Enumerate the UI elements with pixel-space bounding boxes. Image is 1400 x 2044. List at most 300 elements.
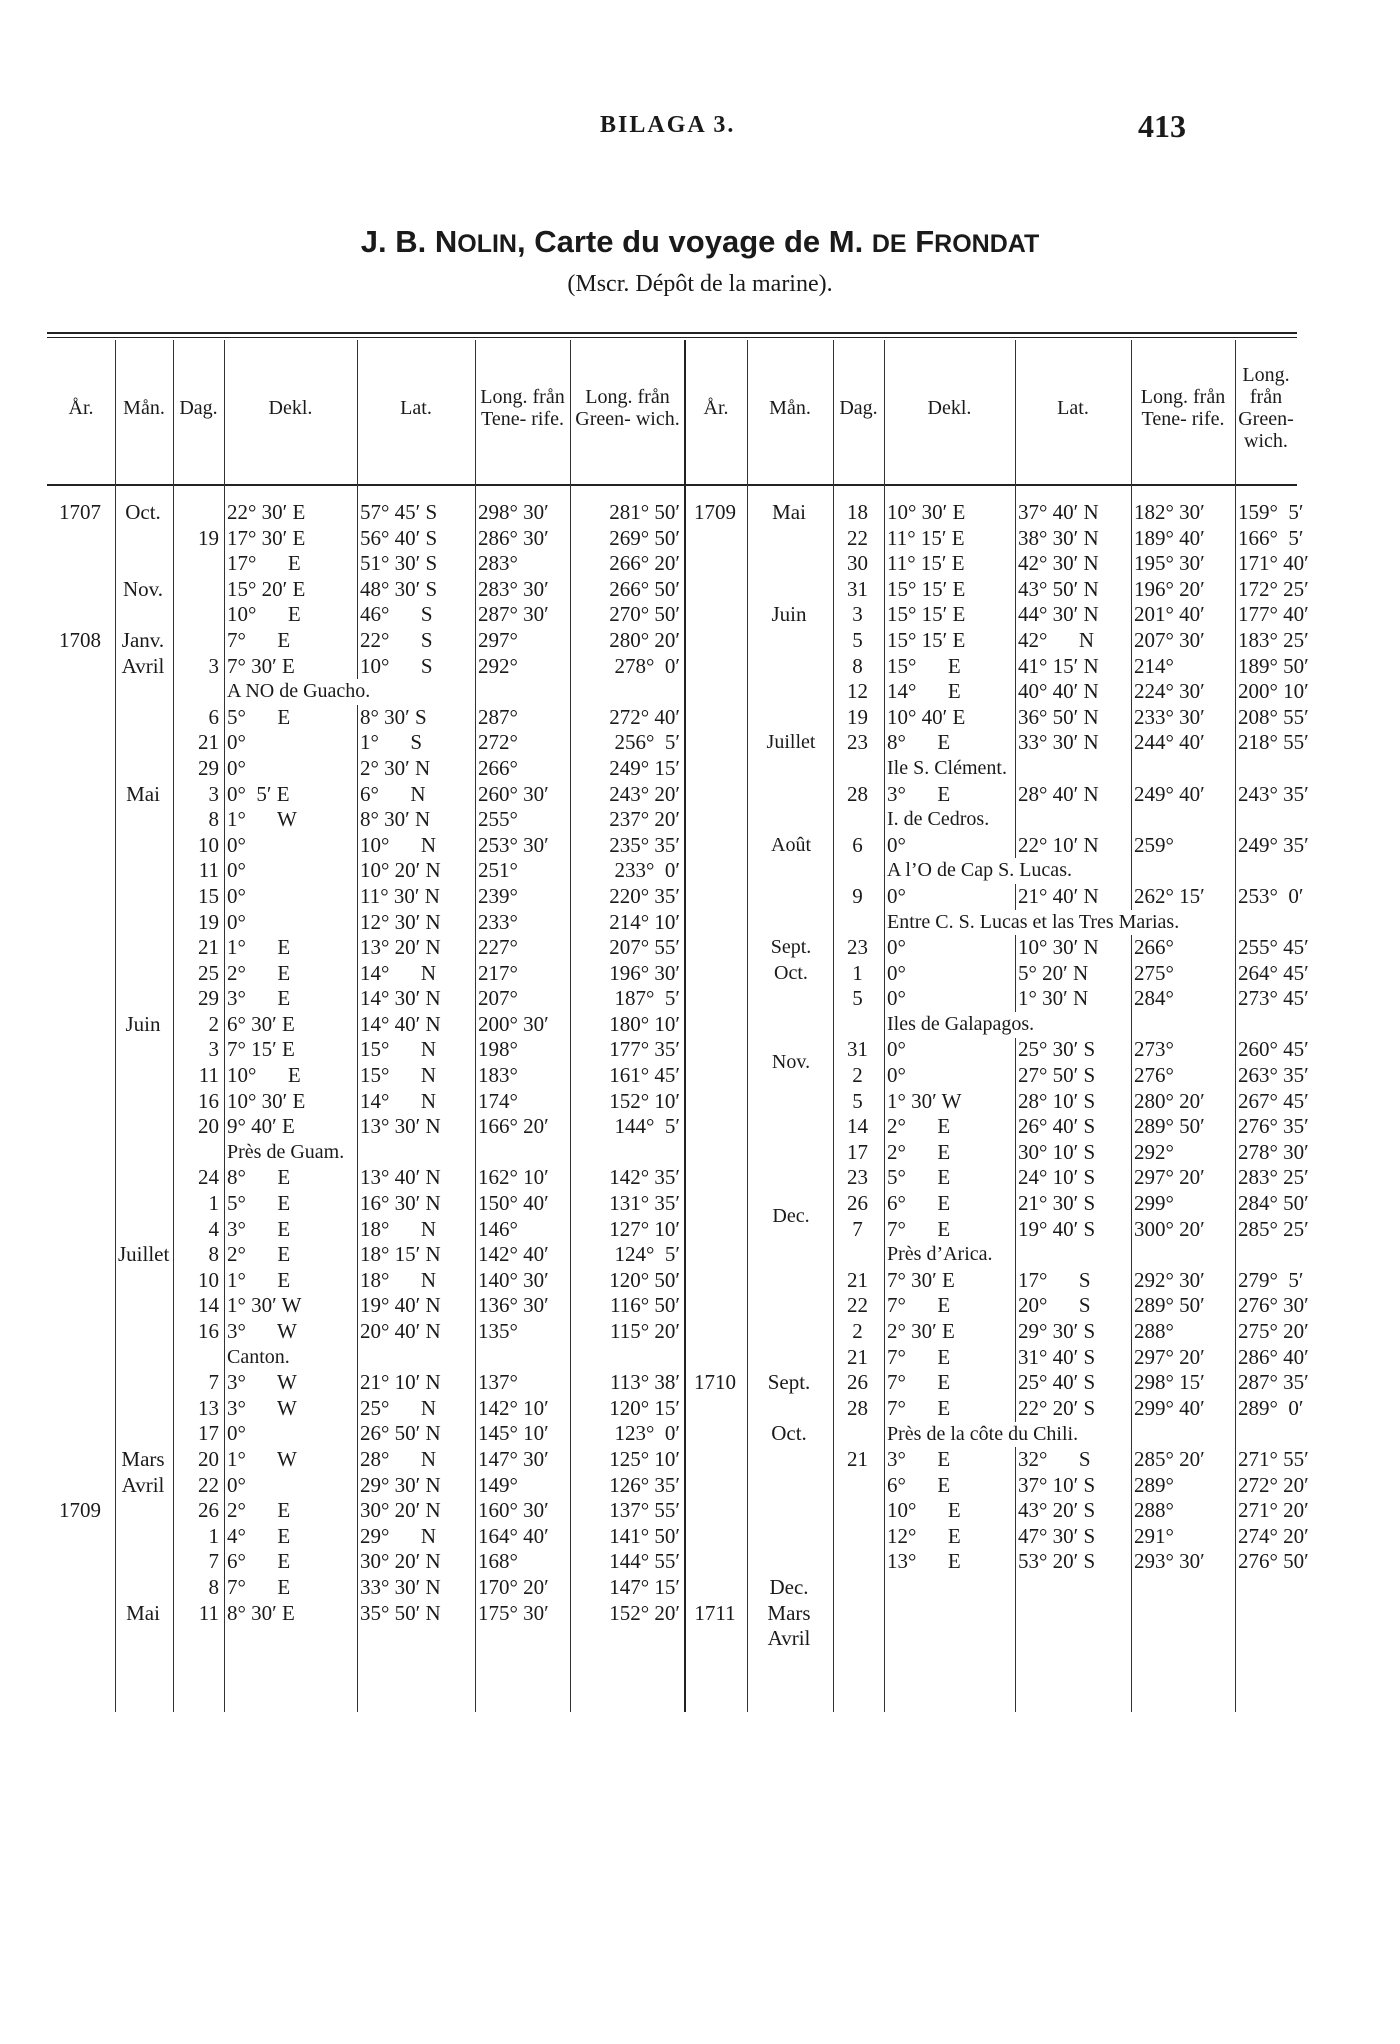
right-month-label: Dec. <box>772 1205 810 1227</box>
left-lat-cell: 18° 15′ N <box>360 1242 441 1267</box>
left-man-cell <box>118 833 168 859</box>
right-dag-cell: 12 <box>847 679 868 704</box>
left-year-cell <box>50 833 110 859</box>
right-man-cell <box>750 910 828 936</box>
left-dag-cell: 11 <box>198 1063 219 1088</box>
left-gw-cell: 161° 45′ <box>609 1063 680 1088</box>
left-place-note: A NO de Guacho. <box>227 679 374 705</box>
left-lat-cell: 28° N <box>360 1446 437 1471</box>
right-dag-cell: 28 <box>847 1395 868 1420</box>
right-lat-cell <box>1018 756 1126 782</box>
left-dekl-cell: 1° W <box>227 807 297 832</box>
left-gw-cell: 266° 20′ <box>609 551 680 576</box>
left-lat-cell: 48° 30′ S <box>360 576 438 601</box>
left-dag-cell <box>176 628 219 654</box>
left-dag-cell: 20 <box>198 1114 219 1139</box>
left-gw-cell: 116° 50′ <box>610 1293 680 1318</box>
right-dekl-cell: 0° <box>887 883 906 908</box>
right-man-cell <box>750 858 828 884</box>
right-place-note: Près d’Arica. <box>887 1242 997 1268</box>
left-column-gw <box>573 500 680 1626</box>
left-dekl-cell: 6° 30′ E <box>227 1011 295 1036</box>
right-man-cell: Juin <box>771 602 807 627</box>
right-ten-cell: 259° <box>1134 832 1174 857</box>
right-lat-cell <box>1018 1242 1126 1268</box>
right-dekl-cell: 0° <box>887 832 906 857</box>
right-dag-cell: 21 <box>847 1267 868 1292</box>
left-man-cell <box>118 1037 168 1063</box>
left-man-cell <box>118 551 168 577</box>
left-man-cell <box>118 1165 168 1191</box>
left-gw-cell: 144° 5′ <box>614 1114 680 1139</box>
left-dag-cell: 7 <box>208 1549 219 1574</box>
left-ten-cell <box>478 679 565 705</box>
left-dekl-cell: 22° 30′ E <box>227 500 306 524</box>
left-year-cell <box>50 526 110 552</box>
right-dekl-cell: 15° 15′ E <box>887 602 966 627</box>
left-gw-cell: 278° 0′ <box>614 653 680 678</box>
left-year-cell <box>50 986 110 1012</box>
left-column-dag <box>176 500 219 1626</box>
right-man-cell: Mars <box>767 1600 811 1625</box>
right-gw-cell: 243° 35′ <box>1238 781 1309 806</box>
left-gw-cell: 272° 40′ <box>609 704 680 729</box>
left-man-cell: Mai <box>126 1600 160 1625</box>
left-lat-cell: 8° 30′ S <box>360 704 427 729</box>
left-year-cell <box>50 1652 110 1678</box>
left-year-cell <box>50 1268 110 1294</box>
running-head-title: BILAGA 3. <box>600 112 736 138</box>
left-dekl-cell: 0° <box>227 909 246 934</box>
left-year-cell <box>50 679 110 705</box>
right-lat-cell <box>1018 807 1126 833</box>
left-ten-cell: 136° 30′ <box>478 1293 549 1318</box>
left-year-cell <box>50 551 110 577</box>
left-year-cell <box>50 602 110 628</box>
left-dekl-cell: 6° E <box>227 1549 291 1574</box>
right-ten-cell: 266° <box>1134 935 1174 960</box>
right-dekl-cell: 0° <box>887 1063 906 1088</box>
left-year-cell <box>50 1396 110 1422</box>
right-gw-cell: 271° 20′ <box>1238 1498 1309 1523</box>
left-year-cell <box>50 1703 110 1729</box>
left-dag-cell <box>176 1345 219 1371</box>
left-man-cell <box>118 858 168 884</box>
left-year-cell <box>50 1473 110 1499</box>
left-dag-cell: 3 <box>208 1037 219 1062</box>
left-lat-cell: 12° 30′ N <box>360 909 441 934</box>
left-year-cell <box>50 1037 110 1063</box>
right-man-cell <box>750 1447 828 1473</box>
right-gw-cell: 275° 20′ <box>1238 1319 1309 1343</box>
left-ten-cell: 253° 30′ <box>478 832 549 857</box>
left-man-cell <box>118 526 168 552</box>
right-year-cell: 1711 <box>694 1600 736 1625</box>
left-ten-cell: 217° <box>478 960 518 985</box>
left-man-cell: Mars <box>121 1446 165 1471</box>
right-lat-cell: 19° 40′ S <box>1018 1216 1096 1241</box>
left-dag-cell: 25 <box>198 960 219 985</box>
left-lat-cell: 6° N <box>360 781 426 806</box>
left-gw-cell: 127° 10′ <box>609 1216 680 1241</box>
left-ten-cell: 255° <box>478 807 518 832</box>
right-lat-cell: 37° 40′ N <box>1018 500 1099 524</box>
left-col-divider <box>475 340 476 1712</box>
left-col-divider <box>570 340 571 1712</box>
left-lat-cell: 11° 30′ N <box>360 883 440 908</box>
right-year-cell <box>688 1191 742 1217</box>
right-gw-cell: 284° 50′ <box>1238 1191 1309 1216</box>
left-gw-cell: 281° 50′ <box>609 500 680 524</box>
left-ten-cell: 233° <box>478 909 518 934</box>
left-ten-cell: 251° <box>478 858 518 883</box>
left-ten-cell: 160° 30′ <box>478 1498 549 1523</box>
left-gw-cell: 220° 35′ <box>609 883 680 908</box>
left-header-man: Mån. <box>123 397 165 419</box>
right-lat-cell: 20° S <box>1018 1293 1091 1318</box>
left-year-cell <box>50 705 110 731</box>
left-dag-cell: 26 <box>198 1498 219 1523</box>
right-man-cell <box>750 1089 828 1115</box>
left-man-cell <box>118 1114 168 1140</box>
left-ten-cell <box>478 1140 565 1166</box>
left-man-cell <box>118 1421 168 1447</box>
left-gw-cell: 123° 0′ <box>614 1421 680 1446</box>
left-gw-cell: 142° 35′ <box>609 1165 680 1190</box>
left-ten-cell: 198° <box>478 1037 518 1062</box>
left-ten-cell: 239° <box>478 883 518 908</box>
left-lat-cell: 13° 20′ N <box>360 935 441 960</box>
left-dekl-cell: 1° E <box>227 1267 291 1292</box>
right-gw-cell: 278° 30′ <box>1238 1139 1309 1164</box>
right-man-cell: Oct. <box>771 1421 807 1446</box>
left-dekl-cell: 0° <box>227 730 246 755</box>
right-gw-cell <box>1238 1012 1292 1038</box>
right-year-cell <box>688 1268 742 1294</box>
left-man-cell <box>118 1319 168 1345</box>
right-gw-cell <box>1238 1242 1292 1268</box>
left-ten-cell: 168° <box>478 1549 518 1574</box>
right-man-cell <box>750 807 828 833</box>
left-gw-cell: 256° 5′ <box>614 730 680 755</box>
right-lat-cell: 33° 30′ N <box>1018 730 1099 755</box>
right-man-cell <box>750 1140 828 1166</box>
right-lat-cell: 30° 10′ S <box>1018 1139 1096 1164</box>
left-gw-cell <box>573 1345 680 1371</box>
right-dekl-cell: 6° E <box>887 1472 951 1497</box>
right-ten-cell <box>1134 858 1230 884</box>
left-lat-cell: 46° S <box>360 602 433 627</box>
right-gw-cell: 287° 35′ <box>1238 1370 1309 1395</box>
left-dag-cell: 4 <box>208 1216 219 1241</box>
left-man-cell <box>118 1652 168 1678</box>
right-ten-cell: 292° 30′ <box>1134 1267 1205 1292</box>
left-man-cell <box>118 986 168 1012</box>
left-man-cell: Juillet <box>118 1242 170 1267</box>
right-year-cell <box>688 1165 742 1191</box>
left-dekl-cell: 1° 30′ W <box>227 1293 302 1318</box>
right-man-cell <box>750 526 828 552</box>
left-lat-cell: 18° N <box>360 1216 437 1241</box>
left-dag-cell <box>176 500 219 526</box>
right-gw-cell: 253° 0′ <box>1238 883 1304 908</box>
left-year-cell <box>50 1729 110 1755</box>
right-lat-cell: 36° 50′ N <box>1018 704 1099 729</box>
left-year-cell <box>50 1601 110 1627</box>
table-header-rule <box>47 484 1297 486</box>
right-lat-cell: 42° N <box>1018 627 1095 652</box>
right-man-cell <box>750 705 828 731</box>
left-ten-cell: 149° <box>478 1472 518 1497</box>
right-man-cell <box>750 577 828 603</box>
right-ten-cell: 298° 15′ <box>1134 1370 1205 1395</box>
left-header-year: År. <box>68 397 94 419</box>
left-ten-cell: 292° <box>478 653 518 678</box>
left-column-year <box>50 500 110 1780</box>
right-dekl-cell: 1° 30′ W <box>887 1088 962 1113</box>
left-gw-cell: 207° 55′ <box>609 935 680 960</box>
right-man-cell <box>750 1268 828 1294</box>
right-dag-cell: 5 <box>852 1088 863 1113</box>
left-dag-cell: 7 <box>208 1370 219 1395</box>
left-man-cell: Avril <box>121 1472 165 1497</box>
right-gw-cell <box>1238 858 1292 884</box>
right-dag-cell: 2 <box>852 1319 863 1343</box>
right-ten-cell: 207° 30′ <box>1134 627 1205 652</box>
right-dekl-cell: 7° 30′ E <box>887 1267 955 1292</box>
left-lat-cell <box>360 1345 470 1371</box>
right-ten-cell: 224° 30′ <box>1134 679 1205 704</box>
left-lat-cell: 10° N <box>360 832 437 857</box>
left-dekl-cell: 9° 40′ E <box>227 1114 295 1139</box>
right-gw-cell: 200° 10′ <box>1238 679 1309 704</box>
right-ten-cell: 276° <box>1134 1063 1174 1088</box>
left-dekl-cell: 2° E <box>227 1242 291 1267</box>
right-column-gw <box>1238 500 1309 1575</box>
right-gw-cell: 285° 25′ <box>1238 1216 1309 1241</box>
right-ten-cell: 292° <box>1134 1139 1174 1164</box>
left-lat-cell: 25° N <box>360 1395 437 1420</box>
left-year-cell <box>50 1114 110 1140</box>
right-year-cell <box>688 1293 742 1319</box>
left-dekl-cell: 7° 30′ E <box>227 653 295 678</box>
right-dag-cell: 31 <box>847 576 868 601</box>
right-dag-cell <box>836 1498 879 1524</box>
right-dag-cell: 5 <box>852 986 863 1011</box>
right-col-divider <box>1131 340 1132 1712</box>
left-dekl-cell: 5° E <box>227 1191 291 1216</box>
right-ten-cell: 297° 20′ <box>1134 1344 1205 1369</box>
right-lat-cell: 1° 30′ N <box>1018 986 1089 1011</box>
right-dekl-cell: 0° <box>887 986 906 1011</box>
left-gw-cell: 237° 20′ <box>609 807 680 832</box>
left-lat-cell: 51° 30′ S <box>360 551 438 576</box>
left-man-cell: Avril <box>121 653 165 678</box>
right-ten-cell: 289° <box>1134 1472 1174 1497</box>
right-dekl-cell: 8° E <box>887 730 951 755</box>
right-gw-cell: 276° 35′ <box>1238 1114 1309 1139</box>
right-col-divider <box>1235 340 1236 1712</box>
left-lat-cell: 14° 30′ N <box>360 986 441 1011</box>
left-year-cell <box>50 1293 110 1319</box>
left-lat-cell: 14° N <box>360 960 437 985</box>
right-lat-cell: 31° 40′ S <box>1018 1344 1096 1369</box>
left-column-dekl <box>227 500 352 1626</box>
right-dekl-cell: 12° E <box>887 1523 961 1548</box>
right-year-cell <box>688 679 742 705</box>
right-year-cell <box>688 756 742 782</box>
left-dekl-cell: 15° 20′ E <box>227 576 306 601</box>
right-year-cell <box>688 1114 742 1140</box>
left-dag-cell: 6 <box>208 704 219 729</box>
right-dekl-cell: 10° 30′ E <box>887 500 966 524</box>
left-dag-cell: 17 <box>198 1421 219 1446</box>
right-year-cell <box>688 1345 742 1371</box>
right-year-cell <box>688 1498 742 1524</box>
right-year-cell: 1710 <box>694 1370 736 1395</box>
right-man-cell <box>750 1012 828 1038</box>
left-man-cell <box>118 961 168 987</box>
right-man-cell <box>750 1345 828 1371</box>
left-gw-cell: 280° 20′ <box>609 627 680 652</box>
left-gw-cell: 249° 15′ <box>609 755 680 780</box>
left-ten-cell: 145° 10′ <box>478 1421 549 1446</box>
right-ten-cell: 288° <box>1134 1498 1174 1523</box>
right-dag-cell: 3 <box>852 602 863 627</box>
left-dag-cell: 10 <box>198 1267 219 1292</box>
left-year-cell: 1707 <box>59 500 101 524</box>
right-lat-cell: 24° 10′ S <box>1018 1165 1096 1190</box>
left-col-divider <box>173 340 174 1712</box>
right-lat-cell: 28° 10′ S <box>1018 1088 1096 1113</box>
right-dekl-cell: 6° E <box>887 1191 951 1216</box>
right-man-cell: Dec. <box>769 1574 809 1599</box>
left-dag-cell: 16 <box>198 1319 219 1343</box>
right-dekl-cell: 0° <box>887 935 906 960</box>
left-lat-cell: 33° 30′ N <box>360 1574 441 1599</box>
right-ten-cell: 300° 20′ <box>1134 1216 1205 1241</box>
left-place-note: Canton. <box>227 1345 294 1371</box>
left-gw-cell: 120° 15′ <box>609 1395 680 1420</box>
left-lat-cell: 15° N <box>360 1063 437 1088</box>
left-lat-cell: 20° 40′ N <box>360 1319 441 1343</box>
left-gw-cell: 235° 35′ <box>609 832 680 857</box>
right-man-cell <box>750 1473 828 1499</box>
left-gw-cell: 177° 35′ <box>609 1037 680 1062</box>
left-gw-cell: 113° 38′ <box>610 1370 680 1395</box>
right-lat-cell: 26° 40′ S <box>1018 1114 1096 1139</box>
left-year-cell <box>50 1677 110 1703</box>
left-gw-cell <box>573 679 680 705</box>
right-dekl-cell: 2° E <box>887 1139 951 1164</box>
left-header-dekl: Dekl. <box>268 397 313 419</box>
right-ten-cell: 182° 30′ <box>1134 500 1205 524</box>
right-ten-cell: 293° 30′ <box>1134 1549 1205 1574</box>
right-ten-cell: 249° 40′ <box>1134 781 1205 806</box>
left-dekl-cell: 7° 15′ E <box>227 1037 295 1062</box>
right-year-cell <box>688 1089 742 1115</box>
left-year-cell <box>50 935 110 961</box>
right-dag-cell: 28 <box>847 781 868 806</box>
right-man-cell <box>750 782 828 808</box>
left-year-cell <box>50 1063 110 1089</box>
left-man-cell: Juin <box>125 1011 161 1036</box>
left-lat-cell: 30° 20′ N <box>360 1498 441 1523</box>
right-dekl-cell: 14° E <box>887 679 961 704</box>
right-year-cell <box>688 807 742 833</box>
left-dag-cell: 29 <box>198 986 219 1011</box>
right-dag-cell: 1 <box>852 960 863 985</box>
right-lat-cell: 28° 40′ N <box>1018 781 1099 806</box>
left-year-cell <box>50 1345 110 1371</box>
running-header <box>0 108 1400 148</box>
right-gw-cell <box>1238 910 1292 936</box>
right-man-cell <box>750 1524 828 1550</box>
left-column-man <box>118 500 168 1703</box>
right-dekl-cell: 7° E <box>887 1370 951 1395</box>
right-man-cell: Sept. <box>767 1370 811 1395</box>
right-year-cell <box>688 1524 742 1550</box>
left-year-cell <box>50 1524 110 1550</box>
left-dekl-cell: 1° W <box>227 1446 297 1471</box>
right-year-cell: 1709 <box>694 500 736 524</box>
left-year-cell <box>50 1370 110 1396</box>
left-man-cell <box>118 756 168 782</box>
left-dekl-cell: 3° E <box>227 1216 291 1241</box>
left-ten-cell: 286° 30′ <box>478 525 549 550</box>
right-year-cell <box>688 551 742 577</box>
left-lat-cell: 19° 40′ N <box>360 1293 441 1318</box>
left-year-cell <box>50 782 110 808</box>
right-gw-cell: 263° 35′ <box>1238 1063 1309 1088</box>
right-ten-cell: 288° <box>1134 1319 1174 1343</box>
left-man-cell <box>118 1396 168 1422</box>
left-header-dag: Dag. <box>179 397 218 419</box>
left-lat-cell: 1° S <box>360 730 423 755</box>
right-dekl-cell: 0° <box>887 960 906 985</box>
right-ten-cell <box>1134 1012 1230 1038</box>
left-dag-cell: 19 <box>198 525 219 550</box>
left-man-cell <box>118 1524 168 1550</box>
right-year-cell <box>688 628 742 654</box>
right-man-cell <box>750 1165 828 1191</box>
right-lat-cell: 53° 20′ S <box>1018 1549 1096 1574</box>
left-lat-cell: 10° S <box>360 653 433 678</box>
right-header-dekl: Dekl. <box>927 397 972 419</box>
right-dekl-cell: 2° 30′ E <box>887 1319 955 1343</box>
left-dekl-cell: 0° <box>227 755 246 780</box>
right-dag-cell: 17 <box>847 1139 868 1164</box>
right-dag-cell: 30 <box>847 551 868 576</box>
right-gw-cell: 166° 5′ <box>1238 525 1304 550</box>
right-man-cell <box>750 1319 828 1345</box>
right-lat-cell: 10° 30′ N <box>1018 935 1099 960</box>
left-lat-cell: 13° 40′ N <box>360 1165 441 1190</box>
right-dag-cell: 2 <box>852 1063 863 1088</box>
left-man-cell: Mai <box>126 781 160 806</box>
right-dag-cell <box>836 1473 879 1499</box>
left-man-cell: Janv. <box>121 627 165 652</box>
left-man-cell: Oct. <box>125 500 161 524</box>
left-man-cell <box>118 1140 168 1166</box>
left-year-cell <box>50 884 110 910</box>
right-year-cell <box>688 1242 742 1268</box>
left-gw-cell: 233° 0′ <box>614 858 680 883</box>
right-ten-cell <box>1134 1242 1230 1268</box>
left-year-cell: 1708 <box>59 627 101 652</box>
right-month-label: Août <box>771 833 811 856</box>
right-man-cell <box>750 1498 828 1524</box>
